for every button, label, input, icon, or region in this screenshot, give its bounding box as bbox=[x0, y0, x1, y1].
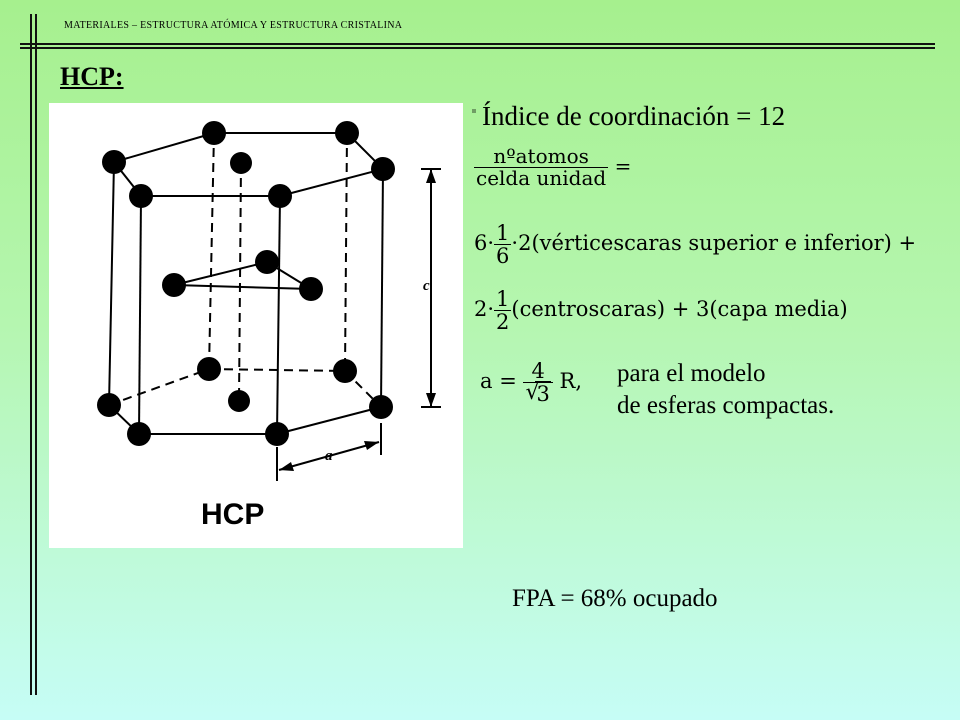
figure-caption: HCP bbox=[201, 498, 265, 531]
coordination-index-label: Índice de coordinación = 12 bbox=[482, 101, 786, 131]
formula3-numerator: 1 bbox=[496, 287, 510, 311]
fraction-numerator: nºatomos bbox=[474, 146, 608, 168]
formula3-prefix: 2· bbox=[474, 297, 495, 322]
formula2-fraction bbox=[494, 222, 511, 267]
slide-header: MATERIALES – ESTRUCTURA ATÓMICA Y ESTRUCTURA CRISTALINA bbox=[64, 20, 403, 31]
bullet-mark bbox=[472, 109, 476, 113]
header-rule-bottom bbox=[20, 47, 935, 49]
formula4-rest: R, bbox=[559, 369, 583, 394]
formula2-prefix: 6· bbox=[474, 231, 495, 256]
dimension-label-a: a bbox=[325, 448, 333, 464]
left-border-line-inner bbox=[35, 14, 37, 695]
formula-face-center-contribution bbox=[474, 288, 848, 333]
formula4-fraction bbox=[523, 360, 552, 405]
formula2-denominator: 6 bbox=[496, 244, 510, 269]
formula2-numerator: 1 bbox=[496, 221, 510, 245]
atoms-per-cell-fraction bbox=[474, 146, 608, 189]
formula4-numerator: 4 bbox=[523, 360, 552, 383]
equals-sign: = bbox=[614, 154, 632, 178]
formula4-lhs: a = bbox=[480, 369, 517, 394]
left-border-line-outer bbox=[30, 14, 32, 695]
hcp-diagram bbox=[49, 103, 463, 548]
formula-vertex-contribution bbox=[474, 222, 916, 267]
slide-title: HCP: bbox=[60, 62, 124, 91]
packing-factor-text: FPA = 68% ocupado bbox=[512, 585, 718, 612]
formula4-denominator bbox=[523, 380, 552, 407]
formula3-fraction bbox=[494, 288, 511, 333]
dimension-label-c: c bbox=[423, 278, 430, 294]
formula3-rest: (centroscaras) + 3(capa media) bbox=[511, 297, 848, 322]
formula3-denominator: 2 bbox=[496, 310, 510, 335]
coordination-index-text bbox=[472, 101, 785, 132]
fraction-denominator: celda unidad bbox=[476, 166, 607, 190]
radical-sign: √ bbox=[525, 380, 540, 406]
formula-lattice-parameter bbox=[480, 360, 582, 405]
model-note-line1: para el modelo bbox=[617, 360, 766, 387]
model-note-line2: de esferas compactas. bbox=[617, 392, 835, 419]
square-root bbox=[525, 380, 550, 407]
hcp-unit-cell-figure bbox=[49, 103, 463, 548]
model-note bbox=[617, 358, 834, 422]
sqrt-argument: 3 bbox=[536, 382, 550, 407]
formula-atoms-per-cell bbox=[474, 146, 631, 189]
header-rule-top bbox=[20, 43, 935, 45]
formula2-rest: ·2(vérticescaras superior e inferior) + bbox=[511, 231, 917, 256]
